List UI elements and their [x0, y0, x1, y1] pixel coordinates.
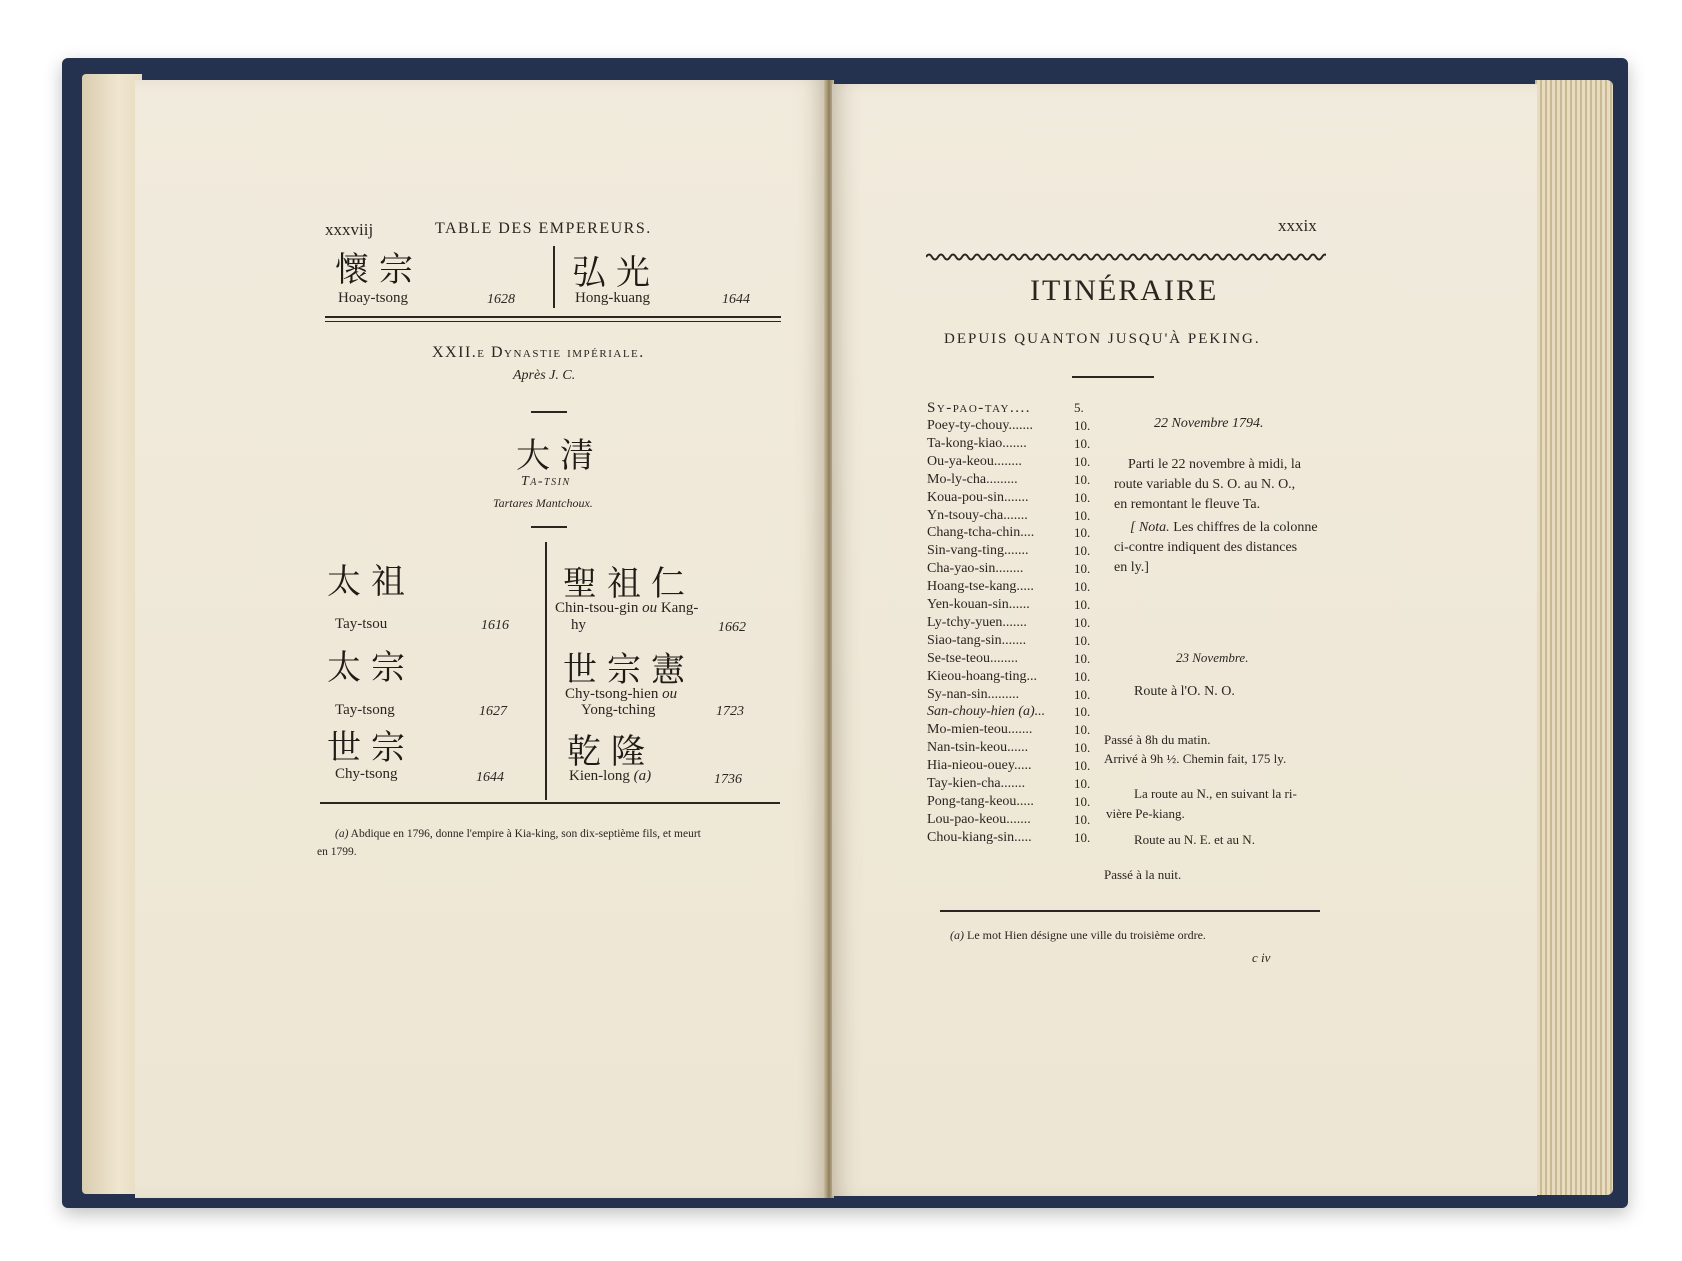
dynasty-name: Ta-tsin	[521, 474, 571, 489]
route-distance: 10.	[1074, 668, 1091, 684]
route-place-name: Mo-mien-teou.......	[927, 722, 1033, 738]
route-place-name: Hia-nieou-ouey.....	[927, 758, 1032, 774]
route-row	[927, 812, 1127, 830]
year-hong-kuang: 1644	[722, 292, 750, 307]
dynasty-sub: Après J. C.	[513, 368, 576, 383]
route-place-name: Kieou-hoang-ting...	[927, 668, 1038, 684]
year-tay-tsou: 1616	[481, 618, 509, 633]
route-distance: 10.	[1074, 489, 1091, 505]
left-footnote-line2: en 1799.	[317, 846, 357, 858]
route-distance: 10.	[1074, 579, 1091, 595]
route-place-name: Ta-kong-kiao.......	[927, 435, 1027, 451]
route-row	[927, 794, 1127, 812]
note-7: Route au N. E. et au N.	[1134, 832, 1255, 847]
route-list	[927, 400, 1127, 890]
route-distance: 10.	[1074, 686, 1091, 702]
route-distance: 10.	[1074, 722, 1091, 738]
route-place-name: Nan-tsin-keou......	[927, 740, 1029, 756]
route-row	[927, 543, 1127, 561]
note-2-line-2: ci-contre indiquent des distances	[1114, 540, 1298, 555]
bottom-rule	[320, 802, 780, 804]
route-row	[927, 454, 1127, 472]
route-place-name: San-chouy-hien (a)...	[927, 704, 1046, 720]
year-tay-tsong: 1627	[479, 704, 507, 719]
chinese-tay-tsong: 太宗	[327, 648, 415, 688]
right-page-number: xxxix	[1278, 216, 1317, 235]
right-page	[832, 84, 1537, 1196]
route-row	[927, 633, 1127, 651]
name-chy-tsong-hien: Chy-tsong-hien ou	[565, 686, 678, 702]
route-distance: 10.	[1074, 758, 1091, 774]
name-chin-tsou-gin: Chin-tsou-gin ou Kang-	[555, 600, 699, 616]
route-distance: 10.	[1074, 435, 1091, 451]
route-row	[927, 436, 1127, 454]
name-tay-tsou: Tay-tsou	[335, 616, 388, 632]
year-yong-tching: 1723	[716, 704, 744, 719]
route-place-name: Ly-tchy-yuen.......	[927, 614, 1027, 630]
route-distance: 10.	[1074, 793, 1091, 809]
name-tay-tsong: Tay-tsong	[335, 702, 395, 718]
right-footnote: (a) Le mot Hien désigne une ville du troisième ordre.	[950, 928, 1206, 942]
route-row	[927, 722, 1127, 740]
route-place-name: Sin-vang-ting.......	[927, 543, 1029, 559]
date-1: 22 Novembre 1794.	[1154, 416, 1264, 431]
note-6-line-1: La route au N., en suivant la ri-	[1134, 786, 1297, 801]
name-yong-tching: Yong-tching	[581, 702, 656, 718]
route-place-name: Sy-nan-sin.........	[927, 686, 1020, 702]
route-row	[927, 418, 1127, 436]
route-place-name: Poey-ty-chouy.......	[927, 418, 1034, 433]
itinerary-title: ITINÉRAIRE	[1030, 274, 1219, 307]
route-row	[927, 651, 1127, 669]
route-row	[927, 490, 1127, 508]
emperor-grid-divider	[545, 542, 547, 800]
dynasty-rule-1	[531, 411, 567, 413]
route-place-name: Ou-ya-keou........	[927, 453, 1022, 469]
route-distance: 10.	[1074, 525, 1091, 541]
note-8: Passé à la nuit.	[1104, 867, 1182, 882]
chinese-chin-tsou-gin: 聖祖仁	[563, 564, 695, 604]
note-2-line-3: en ly.]	[1114, 560, 1149, 575]
chinese-hong-kuang: 弘光	[572, 253, 660, 293]
route-distance: 5.	[1074, 400, 1084, 415]
route-row	[927, 758, 1127, 776]
route-distance: 10.	[1074, 650, 1091, 666]
route-place-name: Sy-pao-tay....	[927, 400, 1031, 416]
route-row	[927, 508, 1127, 526]
wavy-rule	[926, 250, 1326, 264]
title-rule	[1072, 376, 1154, 378]
route-place-name: Siao-tang-sin.......	[927, 632, 1027, 648]
left-page-number: xxxviij	[325, 220, 374, 239]
route-distance: 10.	[1074, 471, 1091, 487]
name-kien-long: Kien-long (a)	[569, 768, 652, 784]
route-place-name: Chou-kiang-sin.....	[927, 829, 1032, 845]
route-row	[927, 525, 1127, 543]
dynasty-rule-2	[531, 526, 567, 528]
left-page	[135, 80, 825, 1198]
route-place-name: Mo-ly-cha.........	[927, 471, 1018, 487]
chinese-chy-tsong: 世宗	[327, 728, 415, 768]
top-row-divider	[553, 246, 555, 308]
route-place-name: Yn-tsouy-cha.......	[927, 507, 1028, 523]
note-5: Arrivé à 9h ½. Chemin fait, 175 ly.	[1104, 751, 1287, 766]
note-2-line-1: [ Nota. Les chiffres de la colonne	[1130, 520, 1318, 535]
note-1-line-1: Parti le 22 novembre à midi, la	[1128, 457, 1302, 472]
year-kien-long: 1736	[714, 772, 742, 787]
route-place-name: Se-tse-teou........	[927, 650, 1018, 666]
right-page-edges	[1535, 80, 1613, 1195]
dynasty-people: Tartares Mantchoux.	[493, 496, 593, 510]
route-distance: 10.	[1074, 829, 1091, 845]
route-row	[927, 687, 1127, 705]
route-place-name: Yen-kouan-sin......	[927, 597, 1030, 612]
route-place-name: Cha-yao-sin........	[927, 561, 1024, 577]
route-place-name: Lou-pao-keou.......	[927, 811, 1031, 827]
name-kang-hy: hy	[571, 617, 586, 633]
note-1-line-3: en remontant le fleuve Ta.	[1114, 497, 1261, 512]
route-place-name: Hoang-tse-kang.....	[927, 579, 1034, 595]
route-place-name: Koua-pou-sin.......	[927, 489, 1029, 505]
route-place-name: Chang-tcha-chin....	[927, 525, 1035, 541]
route-distance: 10.	[1074, 811, 1091, 827]
name-chy-tsong: Chy-tsong	[335, 766, 398, 782]
route-row	[927, 830, 1127, 848]
right-footnote-rule	[940, 910, 1320, 912]
route-distance: 10.	[1074, 740, 1091, 756]
route-row	[927, 472, 1127, 490]
route-row	[927, 561, 1127, 579]
route-place-name: Tay-kien-cha.......	[927, 776, 1026, 791]
top-rule-2	[325, 321, 781, 322]
left-page-edges	[82, 74, 142, 1194]
chinese-yong-tching: 世宗憲	[563, 650, 695, 690]
route-row	[927, 597, 1127, 615]
name-hong-kuang: Hong-kuang	[575, 290, 650, 306]
year-hoay-tsong: 1628	[487, 292, 515, 307]
route-distance: 10.	[1074, 561, 1091, 577]
chinese-tay-tsou: 太祖	[327, 562, 415, 602]
route-distance: 10.	[1074, 418, 1091, 433]
route-row	[927, 669, 1127, 687]
route-row	[927, 615, 1127, 633]
route-distance: 10.	[1074, 543, 1091, 559]
route-row	[927, 740, 1127, 758]
route-distance: 10.	[1074, 597, 1091, 612]
route-distance: 10.	[1074, 453, 1091, 469]
left-header-title: TABLE DES EMPEREURS.	[435, 220, 652, 237]
year-chy-tsong: 1644	[476, 770, 504, 785]
route-distance: 10.	[1074, 507, 1091, 523]
note-1-line-2: route variable du S. O. au N. O.,	[1114, 477, 1296, 492]
chinese-kien-long: 乾隆	[567, 732, 655, 772]
route-row	[927, 579, 1127, 597]
route-row	[927, 704, 1127, 722]
route-distance: 10.	[1074, 632, 1091, 648]
route-distance: 10.	[1074, 704, 1091, 720]
note-3: Route à l'O. N. O.	[1134, 684, 1235, 699]
route-place-name: Pong-tang-keou.....	[927, 793, 1034, 809]
route-distance: 10.	[1074, 614, 1091, 630]
note-6-line-2: vière Pe-kiang.	[1106, 806, 1185, 821]
name-hoay-tsong: Hoay-tsong	[338, 290, 408, 306]
itinerary-subtitle: DEPUIS QUANTON JUSQU'À PEKING.	[944, 331, 1261, 347]
signature-mark: c iv	[1252, 950, 1271, 965]
route-row	[927, 776, 1127, 794]
dynasty-title: XXII.e Dynastie impériale.	[432, 344, 645, 361]
chinese-hoay-tsong: 懷宗	[335, 250, 423, 290]
route-distance: 10.	[1074, 776, 1091, 791]
note-4: Passé à 8h du matin.	[1104, 732, 1211, 747]
left-footnote: (a) Abdique en 1796, donne l'empire à Kia-king, son dix-septième fils, et meurt	[335, 828, 701, 840]
date-2: 23 Novembre.	[1176, 650, 1249, 665]
route-row	[927, 400, 1127, 418]
year-kang-hy: 1662	[718, 620, 746, 635]
top-rule-1	[325, 316, 781, 318]
dynasty-chinese: 大清	[516, 436, 604, 476]
